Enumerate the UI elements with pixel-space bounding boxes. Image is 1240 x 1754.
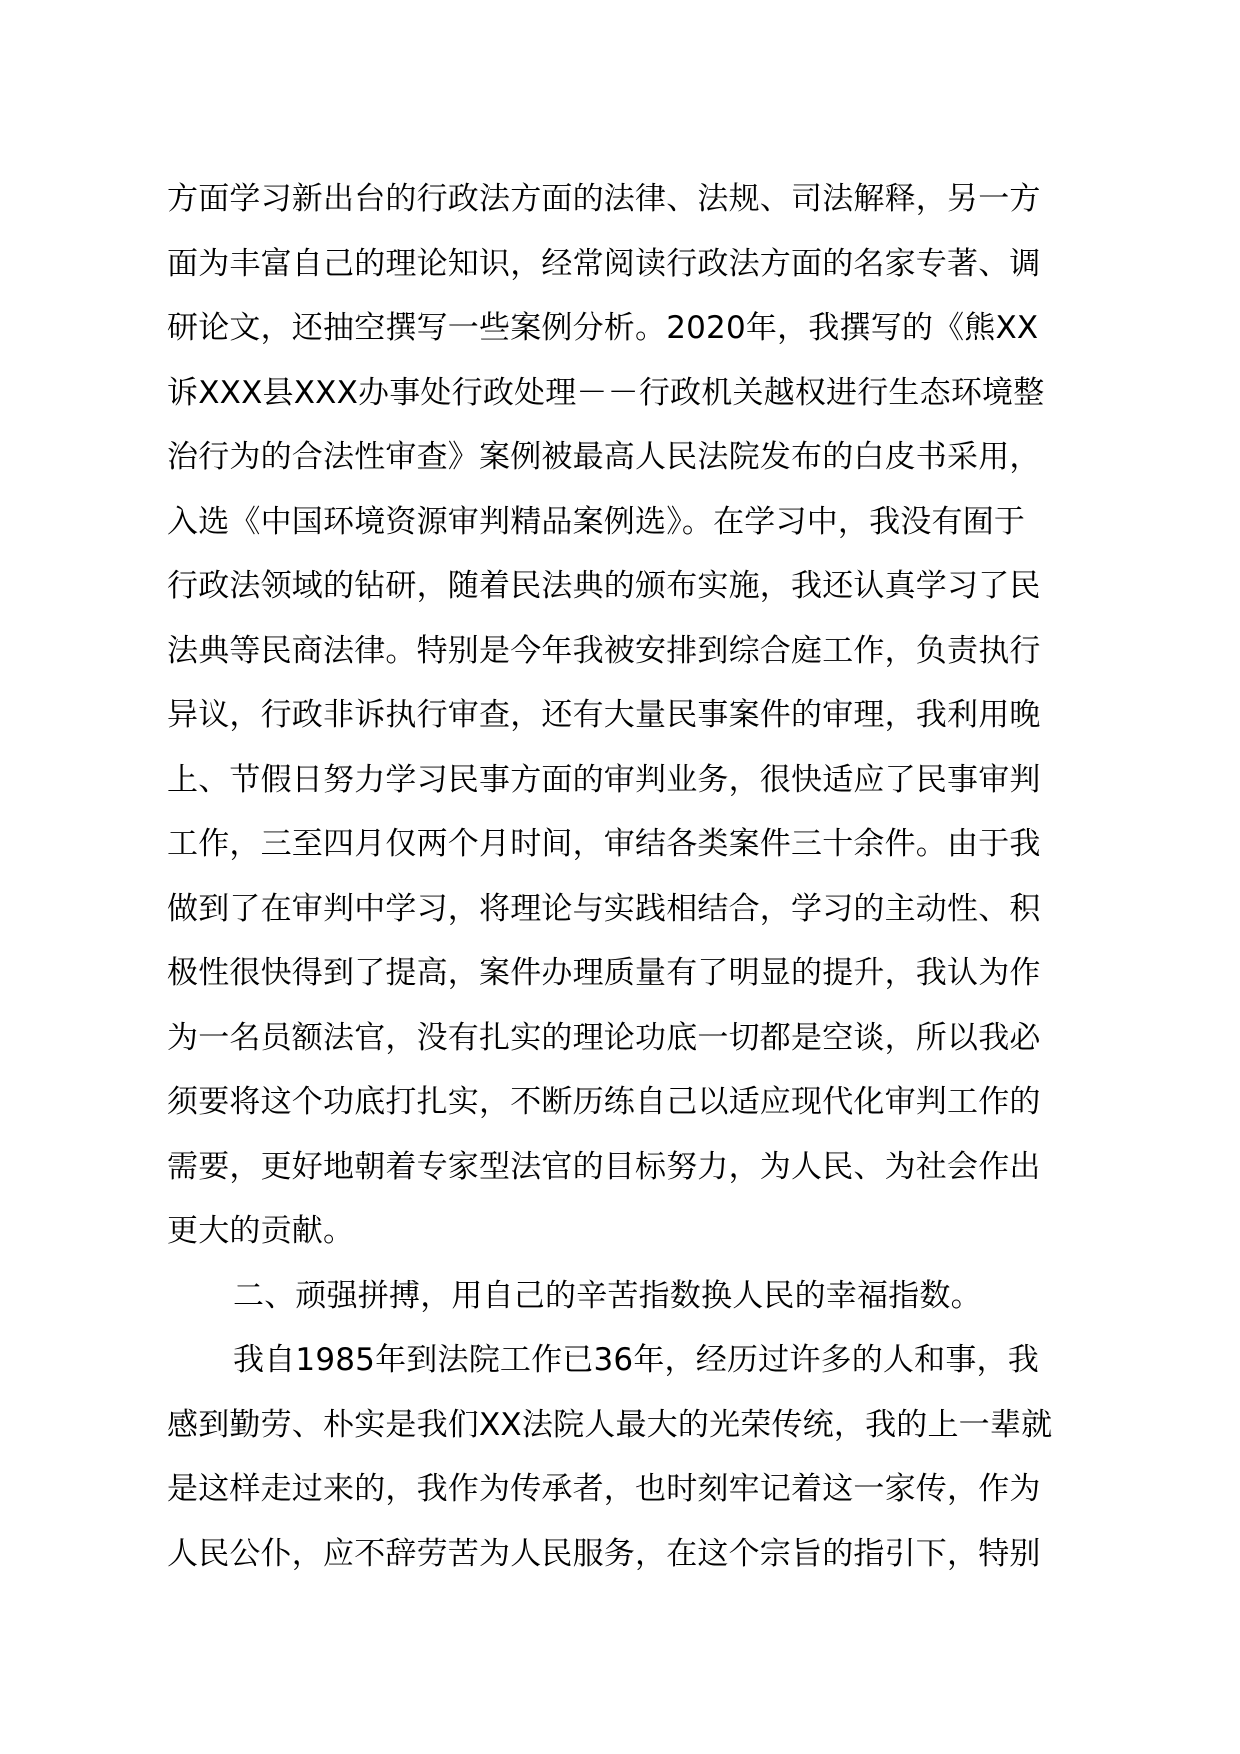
text-line: 上、节假日努力学习民事方面的审判业务，很快适应了民事审判 bbox=[167, 761, 1041, 798]
text-line: 行政法领域的钻研，随着民法典的颁布实施，我还认真学习了民 bbox=[167, 568, 1041, 604]
text-line: 二、顽强拼搏，用自己的辛苦指数换人民的幸福指数。 bbox=[233, 1277, 982, 1314]
text-line: 人民公仆，应不辞劳苦为人民服务，在这个宗旨的指引下，特别 bbox=[167, 1535, 1041, 1572]
text-line: 做到了在审判中学习，将理论与实践相结合，学习的主动性、积 bbox=[167, 890, 1041, 927]
text-line: 是这样走过来的，我作为传承者，也时刻牢记着这一家传，作为 bbox=[167, 1471, 1041, 1507]
text-line: 为一名员额法官，没有扎实的理论功底一切都是空谈，所以我必 bbox=[167, 1019, 1041, 1056]
text-line: 更大的贡献。 bbox=[167, 1213, 355, 1249]
text-line: 工作，三至四月仅两个月时间，审结各类案件三十余件。由于我 bbox=[167, 826, 1041, 862]
text-line: 需要，更好地朝着专家型法官的目标努力，为人民、为社会作出 bbox=[167, 1148, 1041, 1185]
text-line: 诉XXX县XXX办事处行政处理－－行政机关越权进行生态环境整 bbox=[167, 374, 1045, 411]
text-line: 研论文，还抽空撰写一些案例分析。2020年，我撰写的《熊XX bbox=[167, 310, 1039, 346]
text-line: 感到勤劳、朴实是我们XX法院人最大的光荣传统，我的上一辈就 bbox=[167, 1406, 1053, 1443]
document-body bbox=[167, 167, 1107, 1586]
text-line: 异议，行政非诉执行审查，还有大量民事案件的审理，我利用晚 bbox=[167, 697, 1041, 733]
text-line: 方面学习新出台的行政法方面的法律、法规、司法解释，另一方 bbox=[167, 181, 1041, 217]
text-line: 入选《中国环境资源审判精品案例选》。在学习中，我没有囿于 bbox=[167, 503, 1026, 540]
text-line: 面为丰富自己的理论知识，经常阅读行政法方面的名家专著、调 bbox=[167, 245, 1041, 282]
text-line: 法典等民商法律。特别是今年我被安排到综合庭工作，负责执行 bbox=[167, 632, 1041, 669]
text-line: 我自1985年到法院工作已36年，经历过许多的人和事，我 bbox=[233, 1342, 1039, 1378]
text-line: 治行为的合法性审查》案例被最高人民法院发布的白皮书采用， bbox=[167, 439, 1041, 475]
text-line: 须要将这个功底打扎实，不断历练自己以适应现代化审判工作的 bbox=[167, 1084, 1041, 1120]
text-line: 极性很快得到了提高，案件办理质量有了明显的提升，我认为作 bbox=[167, 955, 1041, 991]
